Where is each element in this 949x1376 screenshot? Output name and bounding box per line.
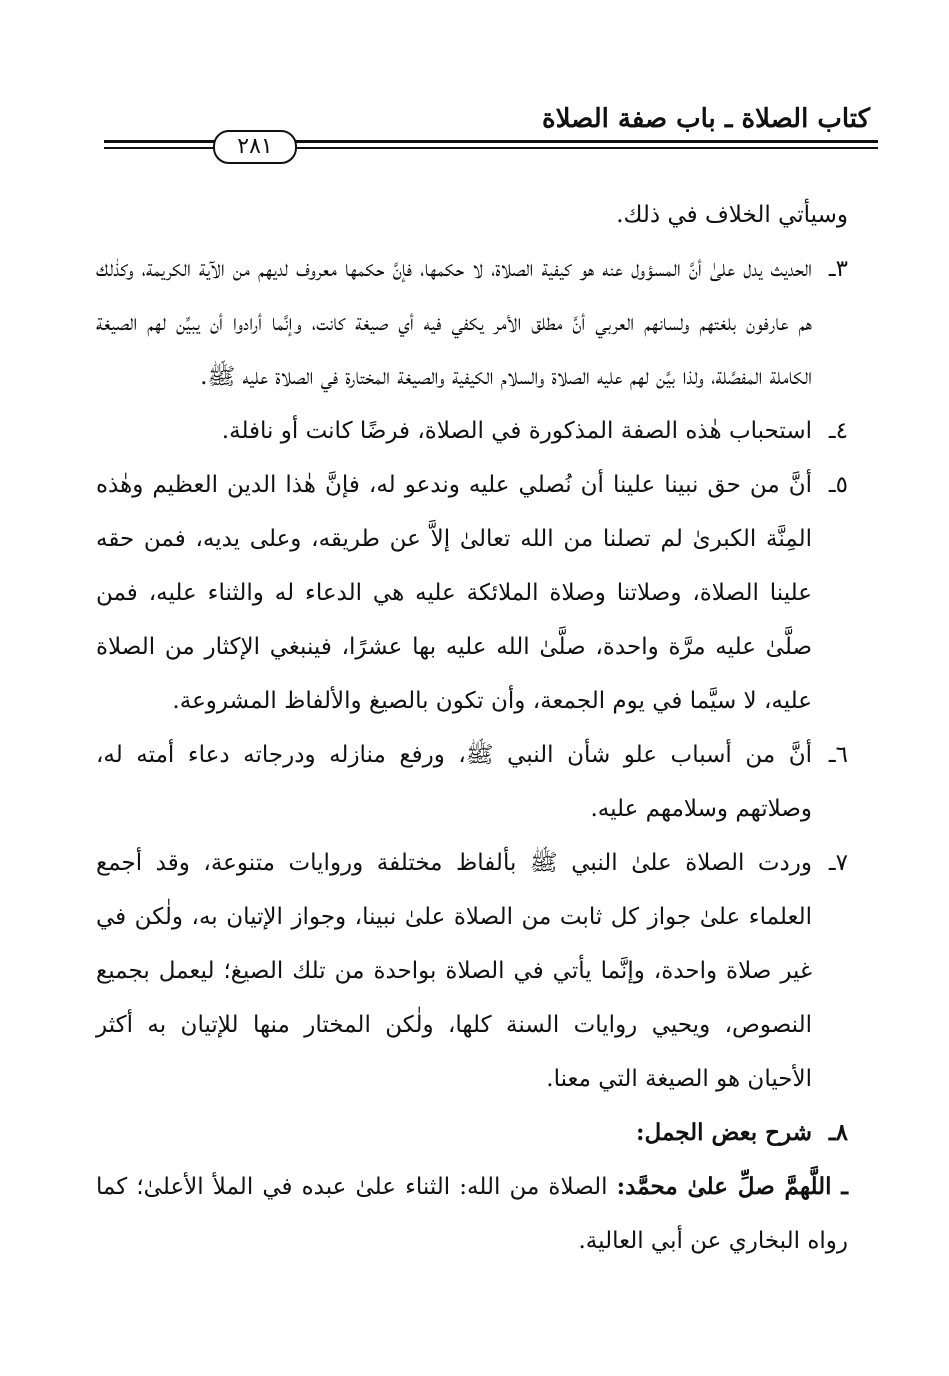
paragraph-number: ٦ـ bbox=[828, 742, 848, 768]
paragraph-5 bbox=[96, 458, 848, 728]
paragraph-text: الصلاة من الله: الثناء علىٰ عبده في الملأ الأعلىٰ؛ كما رواه البخاري عن أبي العالية. bbox=[96, 1174, 848, 1254]
paragraph-number: ٤ـ bbox=[828, 418, 848, 444]
paragraph-number: ٥ـ bbox=[828, 472, 848, 498]
paragraph-number: ٨ـ bbox=[828, 1119, 848, 1146]
header-rule-right bbox=[280, 140, 878, 143]
paragraph-6 bbox=[96, 728, 848, 836]
section-heading: شرح بعض الجمل: bbox=[636, 1119, 812, 1146]
paragraph-4 bbox=[96, 404, 848, 458]
phrase-lead: ـ اللَّهمَّ صلِّ علىٰ محمَّد: bbox=[616, 1173, 849, 1200]
header-rule-left-lower bbox=[104, 147, 214, 149]
paragraph-text: أنَّ من حق نبينا علينا أن نُصلي عليه وندعو له، فإنَّ هٰذا الدين العظيم وهٰذه المِنَّة الكبرىٰ لم تصلنا من الله تعالىٰ إلاَّ عن طريقه، وعلى يديه، فمن حقه علينا الصلاة، وصلاتنا وصلاة الملائكة عليه هي الدعاء له والثناء عليه، فمن صلَّىٰ عليه مرَّة واحدة، صلَّىٰ الله عليه بها عشرًا، فينبغي الإكثار من الصلاة عليه، لا سيَّما في يوم الجمعة، وأن تكون بالصيغ والألفاظ المشروعة. bbox=[96, 472, 812, 714]
paragraph-continuation bbox=[96, 188, 848, 242]
paragraph-text: وسيأتي الخلاف في ذلك. bbox=[616, 202, 848, 228]
page-number: ٢٨١ bbox=[213, 130, 297, 164]
paragraph-phrase-explanation bbox=[96, 1160, 848, 1268]
header-rule-left bbox=[104, 140, 214, 143]
body-text bbox=[96, 188, 848, 1268]
paragraph-7 bbox=[96, 836, 848, 1106]
paragraph-number: ٧ـ bbox=[828, 850, 848, 876]
paragraph-text: استحباب هٰذه الصفة المذكورة في الصلاة، فرضًا كانت أو نافلة. bbox=[221, 418, 812, 444]
paragraph-8 bbox=[96, 1106, 848, 1160]
paragraph-text: أنَّ من أسباب علو شأن النبي ﷺ، ورفع منازله ودرجاته دعاء أمته له، وصلاتهم وسلامهم عليه. bbox=[96, 742, 812, 822]
header-rule-right-lower bbox=[280, 147, 878, 149]
paragraph-text: وردت الصلاة علىٰ النبي ﷺ بألفاظ مختلفة وروايات متنوعة، وقد أجمع العلماء علىٰ جواز كل ثابت من الصلاة علىٰ نبينا، وجواز الإتيان به، ولٰكن في غير صلاة واحدة، وإنَّما يأتي في الصلاة بواحدة من تلك الصيغ؛ ليعمل بجميع النصوص، ويحيي روايات السنة كلها، ولٰكن المختار منها للإتيان به أكثر الأحيان هو الصيغة التي معنا. bbox=[96, 850, 812, 1092]
page-header bbox=[100, 100, 878, 160]
paragraph-3 bbox=[96, 242, 848, 404]
paragraph-text: الحديث يدل علىٰ أنَّ المسؤول عنه هو كيفية الصلاة، لا حكمها، فإنَّ حكمها معروف لديهم من الآية الكريمة، وكذٰلك هم عارفون بلغتهم ولسانهم العربي أنَّ مطلق الأمر يكفي فيه أي صيغة كانت، وإنَّما أرادوا أن يبيِّن لهم الصيغة الكاملة المفصَّلة، ولذا بيَّن لهم عليه الصلاة والسلام الكيفية والصيغة المختارة في الصلاة عليه ﷺ. bbox=[96, 256, 812, 390]
paragraph-number: ٣ـ bbox=[828, 256, 848, 282]
running-title: كتاب الصلاة ـ باب صفة الصلاة bbox=[542, 104, 870, 134]
